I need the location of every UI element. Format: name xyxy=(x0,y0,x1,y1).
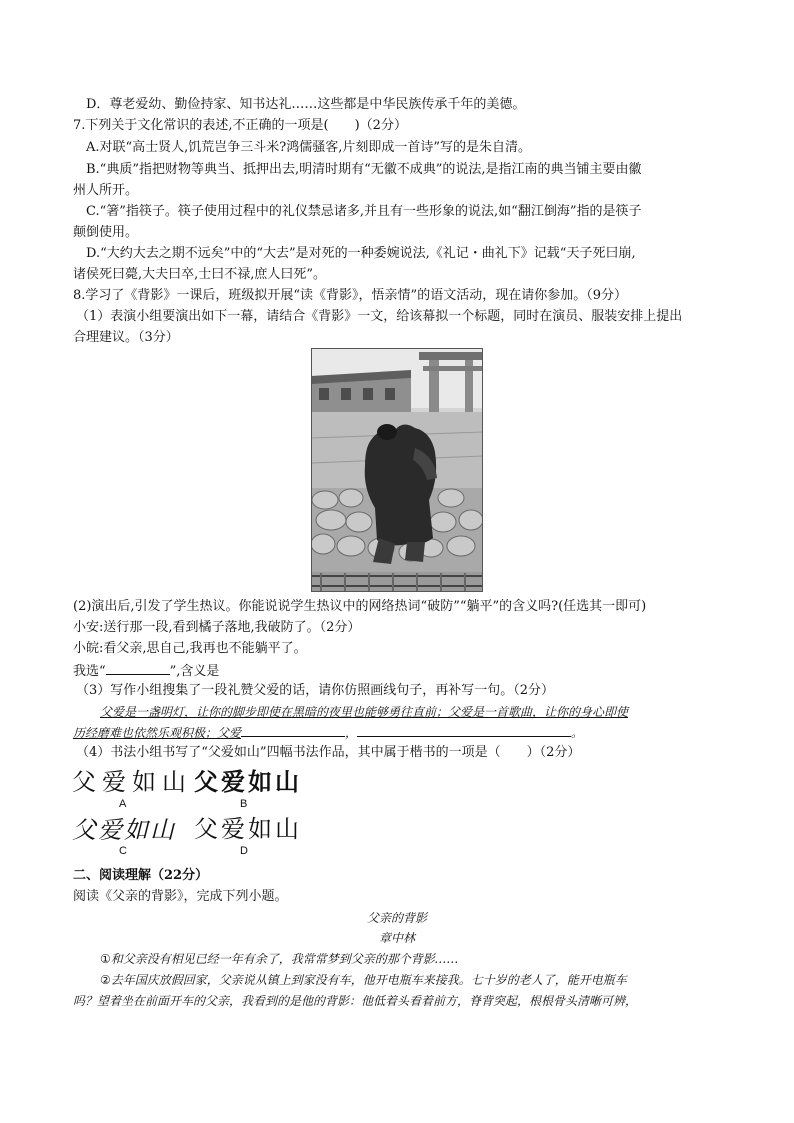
q8-part3: （3）写作小组搜集了一段礼赞父爱的话，请你仿照画线句子，再补写一句。（2分） xyxy=(76,683,555,698)
fill-blank-1[interactable] xyxy=(241,722,345,737)
q7-option-d-line1: D.“大约大去之期不远矣”中的“大去”是对死的一种委婉说法,《礼记・曲礼下》记载“天子死曰崩, xyxy=(86,246,636,261)
article-para-1: ①和父亲没有相见已经一年有余了，我常常梦到父亲的那个背影…… xyxy=(100,952,459,966)
reading-intro: 阅读《父亲的背影》，完成下列小题。 xyxy=(73,889,288,904)
q6-option-d: D．尊老爱幼、勤俭持家、知书达礼……这些都是中华民族传承千年的美德。 xyxy=(86,97,526,112)
back-view-illustration xyxy=(311,348,483,592)
calligraphy-option-a: 父爱如山 xyxy=(72,768,192,796)
q7-stem: 7.下列关于文化常识的表述,不正确的一项是( )（2分） xyxy=(73,118,407,133)
calligraphy-label-d: D xyxy=(240,845,248,857)
q8-stem: 8.学习了《背影》一课后，班级拟开展“读《背影》，悟亲情”的语文活动，现在请你参加。（9分） xyxy=(73,288,627,303)
calligraphy-label-a: A xyxy=(119,798,127,810)
quote-line2 xyxy=(73,722,583,743)
q7-option-d-line2: 诸侯死曰薨,大夫曰卒,士曰不禄,庶人曰死”。 xyxy=(73,267,327,282)
q8-part1-line2: 合理建议。（3分） xyxy=(73,330,179,345)
calligraphy-label-c: C xyxy=(119,845,127,857)
choose-suffix: ”,含义是 xyxy=(169,664,220,679)
quote-period: 。 xyxy=(571,726,584,740)
fill-blank-2[interactable] xyxy=(357,722,571,737)
quote-line1: 父爱是一盏明灯，让你的脚步即使在黑暗的夜里也能够勇往直前；父爱是一首歌曲，让你的身心即使 xyxy=(100,705,629,719)
q8-part1-line1: （1）表演小组要演出如下一幕，请结合《背影》一文，给该幕拟一个标题，同时在演员、服装安排上提出 xyxy=(76,309,683,324)
section-heading: 二、阅读理解（22分） xyxy=(73,868,209,883)
calligraphy-option-c: 父爱如山 xyxy=(72,816,176,844)
q7-option-b-line1: B.“典质”指把财物等典当、抵押出去,明清时期有“无徽不成典”的说法,是指江南的典当铺主要由徽 xyxy=(86,162,642,177)
quote-line2-start: 历经磨难也依然乐观积极；父爱 xyxy=(73,726,242,740)
q8-choose-line xyxy=(73,660,219,682)
q8-xiaoan: 小安:送行那一段,看到橘子落地,我破防了。（2分） xyxy=(73,620,361,635)
calligraphy-option-b: 父爱如山 xyxy=(194,767,302,796)
q7-option-b-line2: 州人所开。 xyxy=(73,183,139,198)
q7-option-a: A.对联“高士贤人,饥荒岂争三斗米?鸿儒骚客,片刻即成一首诗”写的是朱自清。 xyxy=(86,140,532,155)
quote-comma: ， xyxy=(345,726,358,740)
choose-blank[interactable] xyxy=(106,660,170,675)
q7-option-c-line1: C.“箸”指筷子。筷子使用过程中的礼仪禁忌诸多,并且有一些形象的说法,如“翻江倒海”指的是筷子 xyxy=(86,204,642,219)
article-para-2-line2: 吗？望着坐在前面开车的父亲，我看到的是他的背影：他低着头看着前方，脊背突起，根根骨头清晰可辨， xyxy=(73,994,638,1008)
q8-part2: (2)演出后,引发了学生热议。你能说说学生热议中的网络热词“破防”“躺平”的含义吗?(任选其一即可) xyxy=(73,599,647,614)
q8-part4: （4）书法小组书写了“父爱如山”四幅书法作品，其中属于楷书的一项是（ ）（2分） xyxy=(76,745,581,760)
calligraphy-label-b: B xyxy=(240,798,248,810)
article-para-2-line1: ②去年国庆放假回家，父亲说从镇上到家没有车，他开电瓶车来接我。七十岁的老人了，能开电瓶车 xyxy=(100,973,627,987)
article-author: 章中林 xyxy=(378,931,415,945)
q7-option-c-line2: 颠倒使用。 xyxy=(73,225,139,240)
article-title: 父亲的背影 xyxy=(366,911,427,925)
choose-prefix: 我选“ xyxy=(73,664,106,679)
q8-xiaowan: 小皖:看父亲,思自己,我再也不能躺平了。 xyxy=(73,641,307,656)
calligraphy-option-d: 父爱如山 xyxy=(194,817,302,843)
